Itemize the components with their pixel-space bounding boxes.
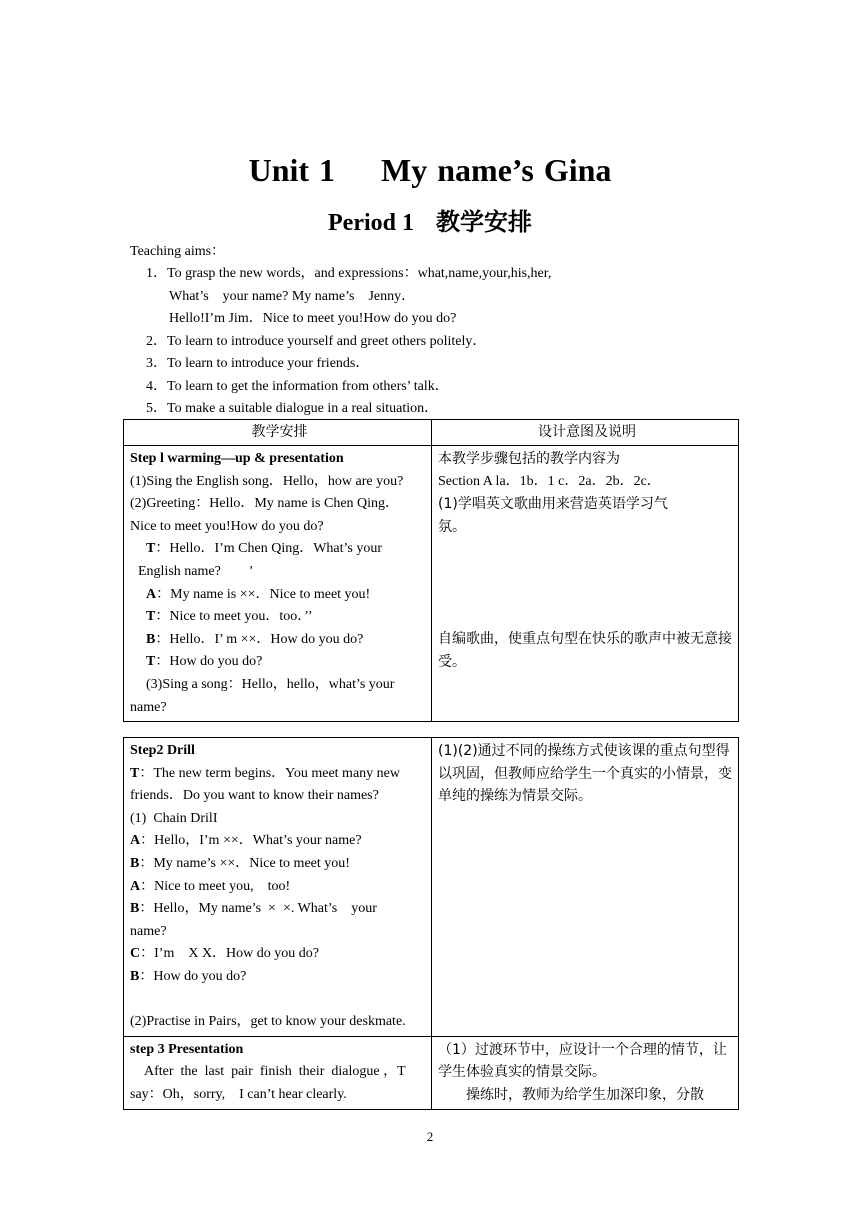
unit-name: My name’s Gina xyxy=(381,152,612,188)
page-number: 2 xyxy=(426,1129,434,1144)
dialogue-line: B：My name’s ××．Nice to meet you! xyxy=(130,855,350,871)
lesson-table-2 xyxy=(123,737,739,1110)
dialogue-line: B：Hello，My name’s × ×. What’s your xyxy=(130,901,377,917)
lesson-table-1 xyxy=(123,419,739,722)
unit-title xyxy=(0,152,860,189)
note-paragraph: （1）过渡环节中，应设计一个合理的情节，让学生体验真实的情景交际。 xyxy=(438,1041,727,1081)
step3-cell xyxy=(124,1036,432,1109)
dialogue-line: T：Hello．I’m Chen Qing．What’s your xyxy=(146,541,383,557)
unit-label: Unit 1 xyxy=(248,152,336,188)
aim-item: What’s your name? My name’s Jenny． xyxy=(169,289,416,304)
aim-item: 1．To grasp the new words，and expressions：what,name,your,his,her, xyxy=(146,266,552,281)
header-design: 设计意图及说明 xyxy=(432,420,739,446)
step1-line: Nice to meet you!How do you do? xyxy=(130,518,324,534)
step2-notes-cell xyxy=(432,738,739,1037)
step2-line: T：The new term begins．You meet many new xyxy=(130,765,400,781)
dialogue-line: C：I’m X X．How do you do? xyxy=(130,946,319,962)
note-line: 操练时，教师为给学生加深印象，分散 xyxy=(466,1086,704,1103)
dialogue-line: A：Hello，I’m ××．What’s your name? xyxy=(130,833,362,849)
step2-line: friends．Do you want to know their names? xyxy=(130,788,379,804)
table-row xyxy=(124,1036,739,1109)
aim-item: 2．To learn to introduce yourself and greet others politely． xyxy=(146,334,487,349)
dialogue-line: A：Nice to meet you, too! xyxy=(130,878,291,894)
song-line: name? xyxy=(130,699,167,715)
step3-title: step 3 Presentation xyxy=(130,1041,244,1057)
dialogue-line: A：My name is ××．Nice to meet you! xyxy=(146,586,371,602)
note-line: (1)学唱英文歌曲用来营造英语学习气 xyxy=(438,496,668,513)
dialogue-line: B：Hello．I’ m ××．How do you do? xyxy=(146,631,364,647)
step3-notes-cell xyxy=(432,1036,739,1109)
note-paragraph: (1)(2)通过不同的操练方式使该课的重点句型得以巩固，但教师应给学生一个真实的小情景，变单纯的操练为情景交际。 xyxy=(438,743,732,805)
aim-item: 4．To learn to get the information from others’ talk． xyxy=(146,379,449,394)
table-row xyxy=(124,738,739,1037)
note-line: 本教学步骤包括的教学内容为 xyxy=(438,451,620,467)
step3-line: After the last pair finish their dialogue ，T xyxy=(144,1064,406,1080)
note-paragraph: 自编歌曲，使重点句型在快乐的歌声中被无意接受。 xyxy=(438,631,732,670)
header-arrangement: 教学安排 xyxy=(124,420,432,446)
step2-line: (1) Chain DrilI xyxy=(130,810,218,826)
step1-line: (1)Sing the English song．Hello，how are you? xyxy=(130,473,404,489)
step2-title: Step2 Drill xyxy=(130,743,195,758)
note-line: 氛。 xyxy=(438,518,466,535)
step3-line: say：Oh，sorry, I can’t hear clearly. xyxy=(130,1086,347,1102)
step1-line: (2)Greeting：Hello．My name is Chen Qing． xyxy=(130,496,400,512)
note-line: Section A la．1b．1 c．2a．2b．2c． xyxy=(438,473,661,489)
period-cn: 教学安排 xyxy=(435,208,532,236)
period-label: Period 1 xyxy=(328,210,414,236)
dialogue-line: T：Nice to meet you．too．’’ xyxy=(146,609,313,625)
aims-heading: Teaching aims： xyxy=(130,244,226,259)
step1-notes-cell xyxy=(432,446,739,722)
pairs-line: (2)Practise in Pairs，get to know your deskmate. xyxy=(130,1014,406,1030)
dialogue-line: T：How do you do? xyxy=(146,654,263,670)
aim-item: Hello!I’m Jim．Nice to meet you!How do you do? xyxy=(169,311,457,326)
dialogue-line: B：How do you do? xyxy=(130,968,247,984)
table-header-row xyxy=(124,420,739,446)
aim-item: 5．To make a suitable dialogue in a real situation． xyxy=(146,401,439,416)
step2-cell xyxy=(124,738,432,1037)
step1-title: Step l warming—up & presentation xyxy=(130,451,344,466)
table-row xyxy=(124,446,739,722)
aim-item: 3．To learn to introduce your friends． xyxy=(146,356,370,371)
song-line: (3)Sing a song：Hello，hello，what’s your xyxy=(146,676,395,692)
dialogue-line: name? xyxy=(130,923,167,939)
dialogue-line: English name? ’ xyxy=(138,563,254,579)
step1-cell xyxy=(124,446,432,722)
period-title xyxy=(0,202,860,237)
